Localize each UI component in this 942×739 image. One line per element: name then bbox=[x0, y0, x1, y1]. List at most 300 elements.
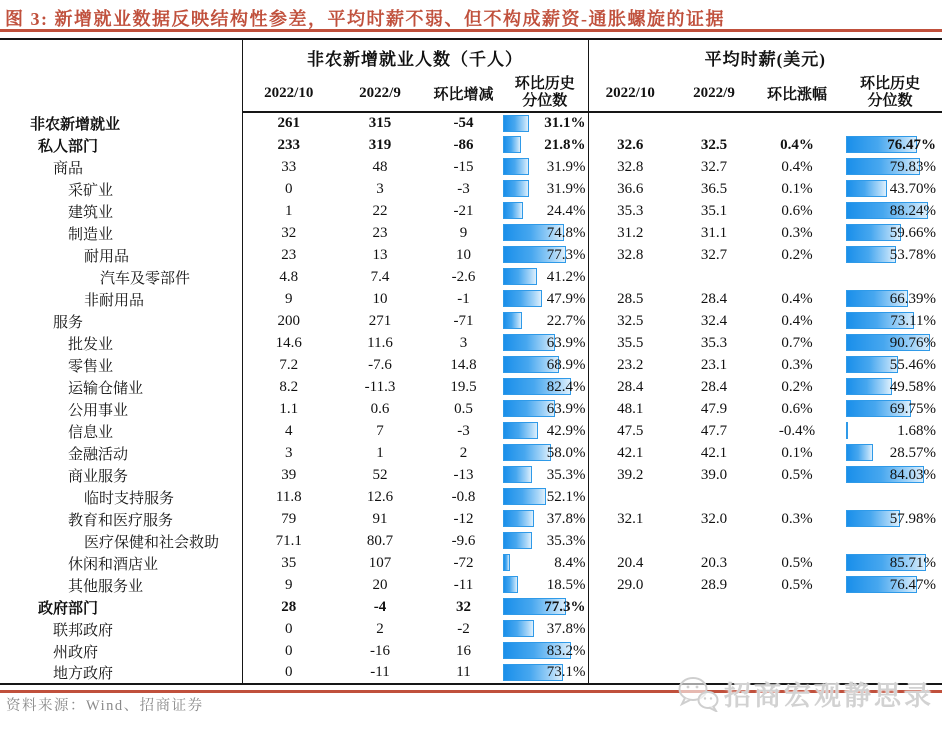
wage-change-value: 0.7% bbox=[781, 334, 813, 351]
wage-percentile-cell bbox=[838, 222, 942, 244]
table-row bbox=[0, 200, 942, 222]
row-label: 零售业 bbox=[0, 354, 242, 376]
jobs-percentile-value: 21.8% bbox=[544, 136, 586, 153]
wage-percentile-cell bbox=[838, 332, 942, 354]
jobs-percentile-value: 8.4% bbox=[554, 554, 586, 571]
jobs-percentile-cell bbox=[502, 486, 588, 508]
jobs-change-value: -3 bbox=[457, 180, 470, 197]
wage-2022-10-value: 47.5 bbox=[617, 422, 644, 439]
jobs-2022-10-value: 9 bbox=[285, 290, 293, 307]
wage-2022-9-value bbox=[672, 112, 756, 134]
jobs-2022-10-value: 35 bbox=[281, 554, 297, 571]
table-row bbox=[0, 442, 942, 464]
jobs-percentile-value: 63.9% bbox=[546, 400, 586, 417]
group-header-row bbox=[0, 39, 942, 75]
wage-change-value bbox=[756, 266, 838, 288]
jobs-percentile-value: 77.3% bbox=[544, 598, 586, 615]
table-row bbox=[0, 618, 942, 640]
wage-percentile-value: 73.11% bbox=[890, 312, 937, 329]
jobs-2022-9-value: 12.6 bbox=[366, 488, 394, 505]
jobs-percentile-value: 82.4% bbox=[546, 378, 586, 395]
table-row bbox=[0, 640, 942, 662]
wage-change-value bbox=[756, 112, 838, 134]
jobs-change-value: 16 bbox=[456, 642, 471, 659]
jobs-change-value: 19.5 bbox=[450, 378, 477, 395]
row-label: 非耐用品 bbox=[0, 288, 242, 310]
watermark-text: 招商宏观静思录 bbox=[724, 681, 934, 711]
wage-2022-9-value: 35.1 bbox=[700, 202, 728, 219]
wage-2022-10-value: 32.8 bbox=[617, 246, 644, 263]
wage-2022-10-value bbox=[588, 618, 672, 640]
wage-change-value: 0.2% bbox=[781, 378, 813, 395]
jobs-2022-10-value: 8.2 bbox=[279, 378, 299, 395]
row-label: 运输仓储业 bbox=[0, 376, 242, 398]
wage-percentile-cell bbox=[838, 134, 942, 156]
wage-percentile-value: 43.70% bbox=[889, 180, 937, 197]
jobs-2022-9-value: -4 bbox=[373, 598, 387, 615]
wage-change-value: 0.6% bbox=[781, 202, 813, 219]
table-row bbox=[0, 244, 942, 266]
jobs-percentile-cell bbox=[502, 332, 588, 354]
jobs-change-value: -11 bbox=[453, 576, 474, 593]
wage-change-value: 0.5% bbox=[781, 554, 813, 571]
jobs-2022-9-value: 22 bbox=[372, 202, 388, 219]
jobs-percentile-value: 22.7% bbox=[546, 312, 586, 329]
wage-2022-10-value: 29.0 bbox=[617, 576, 644, 593]
wage-2022-10-value: 20.4 bbox=[617, 554, 644, 571]
wage-change-value: 0.3% bbox=[781, 224, 813, 241]
jobs-2022-9-value: 23 bbox=[372, 224, 388, 241]
jobs-percentile-cell bbox=[502, 552, 588, 574]
jobs-percentile-value: 41.2% bbox=[546, 268, 586, 285]
wage-percentile-cell bbox=[838, 376, 942, 398]
jobs-percentile-value: 73.1% bbox=[546, 664, 586, 680]
wage-2022-10-value bbox=[588, 662, 672, 684]
jobs-2022-9-value: 315 bbox=[368, 115, 392, 131]
wage-change-value: 0.4% bbox=[781, 312, 813, 329]
wage-percentile-cell bbox=[838, 244, 942, 266]
wage-percentile-cell bbox=[838, 420, 942, 442]
wage-change-value: 0.6% bbox=[781, 400, 813, 417]
wage-percentile-cell bbox=[838, 288, 942, 310]
jobs-percentile-value: 47.9% bbox=[546, 290, 586, 307]
row-label: 公用事业 bbox=[0, 398, 242, 420]
wage-2022-10-value bbox=[588, 596, 672, 618]
wage-2022-9-value: 42.1 bbox=[700, 444, 728, 461]
wage-change-value: -0.4% bbox=[778, 422, 816, 439]
jobs-2022-9-value: 48 bbox=[372, 158, 388, 175]
table-row bbox=[0, 266, 942, 288]
jobs-percentile-cell bbox=[502, 310, 588, 332]
row-label: 其他服务业 bbox=[0, 574, 242, 596]
row-label: 耐用品 bbox=[0, 244, 242, 266]
jobs-2022-10-value: 28 bbox=[281, 598, 297, 615]
table-row bbox=[0, 530, 942, 552]
row-label: 制造业 bbox=[0, 222, 242, 244]
jobs-2022-9-value: 319 bbox=[368, 136, 392, 153]
row-label: 建筑业 bbox=[0, 200, 242, 222]
wage-percentile-cell bbox=[838, 398, 942, 420]
jobs-change-value: -54 bbox=[453, 115, 474, 131]
jobs-percentile-cell bbox=[502, 244, 588, 266]
jobs-2022-10-value: 261 bbox=[277, 115, 300, 131]
wage-2022-10-value: 32.5 bbox=[617, 312, 644, 329]
wage-percentile-cell bbox=[838, 596, 942, 618]
row-label: 汽车及零部件 bbox=[0, 266, 242, 288]
wage-2022-9-value bbox=[672, 640, 756, 662]
jobs-percentile-value: 31.9% bbox=[546, 158, 586, 175]
jobs-2022-10-value: 11.8 bbox=[275, 488, 302, 505]
wage-2022-9-value: 32.7 bbox=[700, 158, 728, 175]
table-row bbox=[0, 552, 942, 574]
wage-percentile-cell bbox=[838, 156, 942, 178]
jobs-percentile-cell bbox=[502, 178, 588, 200]
jobs-percentile-cell bbox=[502, 420, 588, 442]
wage-2022-9-value bbox=[672, 596, 756, 618]
jobs-percentile-cell bbox=[502, 464, 588, 486]
jobs-percentile-cell bbox=[502, 354, 588, 376]
wage-percentile-cell bbox=[838, 200, 942, 222]
jobs-2022-10-value: 33 bbox=[281, 158, 297, 175]
jobs-2022-10-value: 4.8 bbox=[279, 268, 299, 285]
jobs-percentile-cell bbox=[502, 508, 588, 530]
wage-percentile-value: 66.39% bbox=[889, 290, 937, 307]
wage-2022-9-value: 28.9 bbox=[700, 576, 728, 593]
row-label: 教育和医疗服务 bbox=[0, 508, 242, 530]
jobs-2022-10-value: 0 bbox=[285, 642, 293, 659]
jobs-percentile-cell bbox=[502, 266, 588, 288]
table-row bbox=[0, 486, 942, 508]
table-row bbox=[0, 332, 942, 354]
jobs-percentile-value: 37.8% bbox=[546, 620, 586, 637]
wage-2022-10-value: 39.2 bbox=[617, 466, 644, 483]
wage-2022-9-value: 36.5 bbox=[700, 180, 728, 197]
jobs-2022-10-value: 71.1 bbox=[275, 532, 302, 549]
wage-percentile-cell bbox=[838, 178, 942, 200]
jobs-change-value: -2 bbox=[457, 620, 470, 637]
wage-percentile-cell bbox=[838, 640, 942, 662]
jobs-change-value: -0.8 bbox=[451, 488, 476, 505]
row-label: 商业服务 bbox=[0, 464, 242, 486]
jobs-2022-9-value: 13 bbox=[372, 246, 388, 263]
wage-percentile-cell bbox=[838, 574, 942, 596]
jobs-2022-10-value: 1 bbox=[285, 202, 293, 219]
wage-2022-9-value: 47.7 bbox=[700, 422, 728, 439]
jobs-percentile-value: 42.9% bbox=[546, 422, 586, 439]
jobs-2022-9-value: 20 bbox=[372, 576, 388, 593]
wage-percentile-value: 53.78% bbox=[889, 246, 937, 263]
wage-2022-9-value: 20.3 bbox=[700, 554, 728, 571]
payroll-wage-table bbox=[0, 38, 942, 685]
wage-2022-9-value: 32.5 bbox=[700, 136, 728, 153]
jobs-percentile-cell bbox=[502, 200, 588, 222]
jobs-percentile-cell bbox=[502, 112, 588, 134]
table-row bbox=[0, 310, 942, 332]
table-row bbox=[0, 134, 942, 156]
col-header-wage-percentile-label: 环比历史分位数 bbox=[859, 75, 920, 109]
group-header-wage: 平均时薪(美元) bbox=[704, 50, 826, 69]
table-row bbox=[0, 178, 942, 200]
jobs-change-value: -15 bbox=[453, 158, 474, 175]
title-underline bbox=[0, 29, 942, 32]
jobs-change-value: -3 bbox=[457, 422, 470, 439]
jobs-percentile-value: 18.5% bbox=[546, 576, 586, 593]
wage-2022-9-value bbox=[672, 618, 756, 640]
row-label: 批发业 bbox=[0, 332, 242, 354]
table-row bbox=[0, 398, 942, 420]
jobs-2022-9-value: -16 bbox=[370, 642, 390, 659]
jobs-percentile-value: 52.1% bbox=[546, 488, 586, 505]
jobs-2022-10-value: 23 bbox=[281, 246, 297, 263]
jobs-2022-9-value: 91 bbox=[372, 510, 388, 527]
wage-percentile-cell bbox=[838, 618, 942, 640]
row-label: 地方政府 bbox=[0, 662, 242, 684]
wage-change-value: 0.1% bbox=[781, 444, 813, 461]
wage-2022-9-value bbox=[672, 530, 756, 552]
jobs-percentile-cell bbox=[502, 640, 588, 662]
jobs-2022-9-value: 1 bbox=[376, 444, 384, 461]
jobs-percentile-cell bbox=[502, 156, 588, 178]
wage-percentile-value: 79.83% bbox=[889, 158, 937, 175]
wage-percentile-value: 69.75% bbox=[889, 400, 937, 417]
wage-change-value bbox=[756, 530, 838, 552]
wage-change-value: 0.2% bbox=[781, 246, 813, 263]
jobs-percentile-value: 24.4% bbox=[546, 202, 586, 219]
jobs-change-value: -71 bbox=[453, 312, 474, 329]
wage-change-value: 0.4% bbox=[781, 158, 813, 175]
wage-2022-10-value: 23.2 bbox=[617, 356, 644, 373]
jobs-percentile-cell bbox=[502, 288, 588, 310]
wage-2022-10-value: 35.5 bbox=[617, 334, 644, 351]
jobs-percentile-cell bbox=[502, 398, 588, 420]
jobs-change-value: 9 bbox=[459, 224, 468, 241]
wage-2022-10-value: 35.3 bbox=[617, 202, 644, 219]
jobs-2022-9-value: 52 bbox=[372, 466, 388, 483]
wage-2022-10-value bbox=[588, 266, 672, 288]
group-header-jobs: 非农新增就业人数（千人） bbox=[242, 39, 588, 75]
wage-percentile-value: 59.66% bbox=[889, 224, 937, 241]
wage-2022-10-value: 48.1 bbox=[617, 400, 644, 417]
wage-2022-9-value: 28.4 bbox=[700, 378, 728, 395]
jobs-percentile-cell bbox=[502, 618, 588, 640]
wage-percentile-value: 49.58% bbox=[889, 378, 937, 395]
jobs-change-value: -2.6 bbox=[451, 268, 476, 285]
jobs-2022-10-value: 4 bbox=[285, 422, 293, 439]
wage-change-value bbox=[756, 596, 838, 618]
jobs-2022-9-value: -11 bbox=[370, 664, 390, 680]
jobs-percentile-value: 35.3% bbox=[546, 466, 586, 483]
wage-2022-10-value: 32.1 bbox=[617, 510, 644, 527]
jobs-2022-10-value: 200 bbox=[277, 312, 300, 329]
wage-change-value bbox=[756, 640, 838, 662]
col-header-jobs-2022-9: 2022/9 bbox=[335, 75, 425, 112]
jobs-change-value: -12 bbox=[453, 510, 474, 527]
table-row bbox=[0, 376, 942, 398]
row-label: 州政府 bbox=[0, 640, 242, 662]
wage-2022-9-value bbox=[672, 486, 756, 508]
wage-2022-9-value: 23.1 bbox=[700, 356, 728, 373]
wage-change-value: 0.4% bbox=[780, 136, 814, 153]
col-header-wage-change: 环比涨幅 bbox=[756, 75, 838, 112]
row-label: 私人部门 bbox=[0, 134, 242, 156]
jobs-2022-9-value: 7 bbox=[376, 422, 384, 439]
wage-2022-10-value bbox=[588, 640, 672, 662]
wage-2022-10-value: 31.2 bbox=[617, 224, 644, 241]
wage-percentile-value: 28.57% bbox=[889, 444, 937, 461]
table-row bbox=[0, 112, 942, 134]
jobs-2022-9-value: -7.6 bbox=[368, 356, 392, 373]
wage-change-value bbox=[756, 618, 838, 640]
wage-2022-10-value bbox=[588, 530, 672, 552]
wage-2022-10-value: 28.4 bbox=[617, 378, 644, 395]
table-row bbox=[0, 420, 942, 442]
col-header-jobs-2022-10: 2022/10 bbox=[242, 75, 335, 112]
wage-percentile-cell bbox=[838, 266, 942, 288]
jobs-2022-10-value: 39 bbox=[281, 466, 297, 483]
jobs-percentile-value: 37.8% bbox=[546, 510, 586, 527]
table-row bbox=[0, 574, 942, 596]
wage-percentile-cell bbox=[838, 442, 942, 464]
figure-title: 图 3: 新增就业数据反映结构性参差，平均时薪不弱、但不构成薪资-通胀螺旋的证据 bbox=[5, 9, 725, 29]
jobs-change-value: -9.6 bbox=[451, 532, 476, 549]
wage-percentile-cell bbox=[838, 112, 942, 134]
wage-percentile-value: 76.47% bbox=[887, 136, 937, 153]
jobs-2022-9-value: 271 bbox=[368, 312, 392, 329]
jobs-2022-10-value: 7.2 bbox=[279, 356, 299, 373]
table-row bbox=[0, 156, 942, 178]
jobs-2022-9-value: -11.3 bbox=[364, 378, 396, 395]
row-label: 信息业 bbox=[0, 420, 242, 442]
row-label: 医疗保健和社会救助 bbox=[0, 530, 242, 552]
row-label: 临时支持服务 bbox=[0, 486, 242, 508]
table-row bbox=[0, 222, 942, 244]
jobs-change-value: -72 bbox=[453, 554, 474, 571]
jobs-change-value: -1 bbox=[457, 290, 470, 307]
wage-percentile-value: 1.68% bbox=[897, 422, 937, 439]
jobs-2022-10-value: 0 bbox=[285, 620, 293, 637]
watermark bbox=[677, 674, 934, 713]
jobs-percentile-value: 31.1% bbox=[544, 115, 586, 131]
jobs-2022-9-value: 3 bbox=[376, 180, 384, 197]
table-row bbox=[0, 288, 942, 310]
jobs-2022-10-value: 14.6 bbox=[275, 334, 302, 351]
wage-2022-9-value: 32.4 bbox=[700, 312, 728, 329]
wage-percentile-cell bbox=[838, 508, 942, 530]
col-header-jobs-percentile bbox=[502, 75, 588, 112]
row-label: 采矿业 bbox=[0, 178, 242, 200]
jobs-2022-10-value: 9 bbox=[285, 576, 293, 593]
col-header-wage-2022-9: 2022/9 bbox=[672, 75, 756, 112]
wage-2022-10-value: 36.6 bbox=[617, 180, 644, 197]
jobs-percentile-value: 77.3% bbox=[546, 246, 586, 263]
jobs-percentile-cell bbox=[502, 376, 588, 398]
jobs-change-value: 0.5 bbox=[454, 400, 473, 417]
jobs-percentile-value: 31.9% bbox=[546, 180, 586, 197]
col-header-jobs-change: 环比增减 bbox=[425, 75, 502, 112]
wage-2022-10-value: 32.8 bbox=[617, 158, 644, 175]
table-row bbox=[0, 508, 942, 530]
jobs-percentile-value: 35.3% bbox=[546, 532, 586, 549]
wage-percentile-value: 55.46% bbox=[889, 356, 937, 373]
row-label: 政府部门 bbox=[0, 596, 242, 618]
jobs-2022-9-value: 107 bbox=[368, 554, 392, 571]
corner-cell bbox=[0, 39, 242, 112]
source-note: 资料来源：Wind、招商证券 bbox=[6, 698, 204, 714]
table-row bbox=[0, 596, 942, 618]
wage-2022-9-value: 47.9 bbox=[700, 400, 728, 417]
jobs-change-value: 14.8 bbox=[450, 356, 477, 373]
wage-change-value: 0.4% bbox=[781, 290, 813, 307]
jobs-percentile-cell bbox=[502, 222, 588, 244]
jobs-2022-10-value: 1.1 bbox=[279, 400, 299, 417]
row-label: 商品 bbox=[0, 156, 242, 178]
wage-2022-9-value: 28.4 bbox=[700, 290, 728, 307]
wage-percentile-cell bbox=[838, 552, 942, 574]
jobs-percentile-value: 83.2% bbox=[546, 642, 586, 659]
jobs-change-value: -13 bbox=[453, 466, 474, 483]
wage-2022-9-value: 35.3 bbox=[700, 334, 728, 351]
wage-2022-9-value: 31.1 bbox=[700, 224, 728, 241]
jobs-2022-10-value: 79 bbox=[281, 510, 297, 527]
jobs-change-value: 11 bbox=[456, 664, 471, 680]
jobs-2022-10-value: 233 bbox=[277, 136, 300, 153]
jobs-percentile-value: 74.8% bbox=[546, 224, 586, 241]
col-header-wage-2022-10: 2022/10 bbox=[588, 75, 672, 112]
table-row bbox=[0, 354, 942, 376]
jobs-percentile-value: 58.0% bbox=[546, 444, 586, 461]
wage-change-value: 0.5% bbox=[781, 466, 813, 483]
wage-percentile-value: 88.24% bbox=[889, 202, 937, 219]
wage-percentile-value: 90.76% bbox=[889, 334, 937, 351]
wage-2022-10-value: 28.5 bbox=[617, 290, 644, 307]
col-header-jobs-percentile-label: 环比历史分位数 bbox=[514, 75, 575, 109]
wage-2022-10-value: 32.6 bbox=[617, 136, 644, 153]
jobs-2022-9-value: 0.6 bbox=[370, 400, 390, 417]
wage-percentile-cell bbox=[838, 486, 942, 508]
wage-change-value bbox=[756, 486, 838, 508]
wage-change-value: 0.3% bbox=[781, 356, 813, 373]
wage-2022-9-value bbox=[672, 266, 756, 288]
wage-2022-10-value bbox=[588, 112, 672, 134]
table-body bbox=[0, 112, 942, 684]
jobs-percentile-cell bbox=[502, 530, 588, 552]
wage-percentile-value: 84.03% bbox=[889, 466, 937, 483]
col-header-wage-percentile bbox=[838, 75, 942, 112]
row-label: 休闲和酒店业 bbox=[0, 552, 242, 574]
jobs-2022-10-value: 3 bbox=[285, 444, 293, 461]
wage-percentile-cell bbox=[838, 530, 942, 552]
jobs-2022-9-value: 2 bbox=[376, 620, 384, 637]
jobs-percentile-value: 63.9% bbox=[546, 334, 586, 351]
wage-percentile-value: 76.47% bbox=[889, 576, 937, 593]
wechat-icon bbox=[677, 676, 719, 712]
wage-2022-9-value: 39.0 bbox=[700, 466, 728, 483]
wage-2022-9-value: 32.0 bbox=[700, 510, 728, 527]
jobs-2022-10-value: 0 bbox=[285, 664, 293, 680]
jobs-2022-9-value: 80.7 bbox=[366, 532, 394, 549]
jobs-percentile-cell bbox=[502, 662, 588, 684]
wage-percentile-cell bbox=[838, 310, 942, 332]
jobs-change-value: -21 bbox=[453, 202, 474, 219]
wage-2022-9-value: 32.7 bbox=[700, 246, 728, 263]
jobs-change-value: -86 bbox=[453, 136, 474, 153]
jobs-2022-10-value: 0 bbox=[285, 180, 293, 197]
jobs-percentile-cell bbox=[502, 574, 588, 596]
wage-2022-10-value: 42.1 bbox=[617, 444, 644, 461]
wage-2022-10-value bbox=[588, 486, 672, 508]
jobs-2022-9-value: 11.6 bbox=[367, 334, 393, 351]
jobs-percentile-cell bbox=[502, 134, 588, 156]
